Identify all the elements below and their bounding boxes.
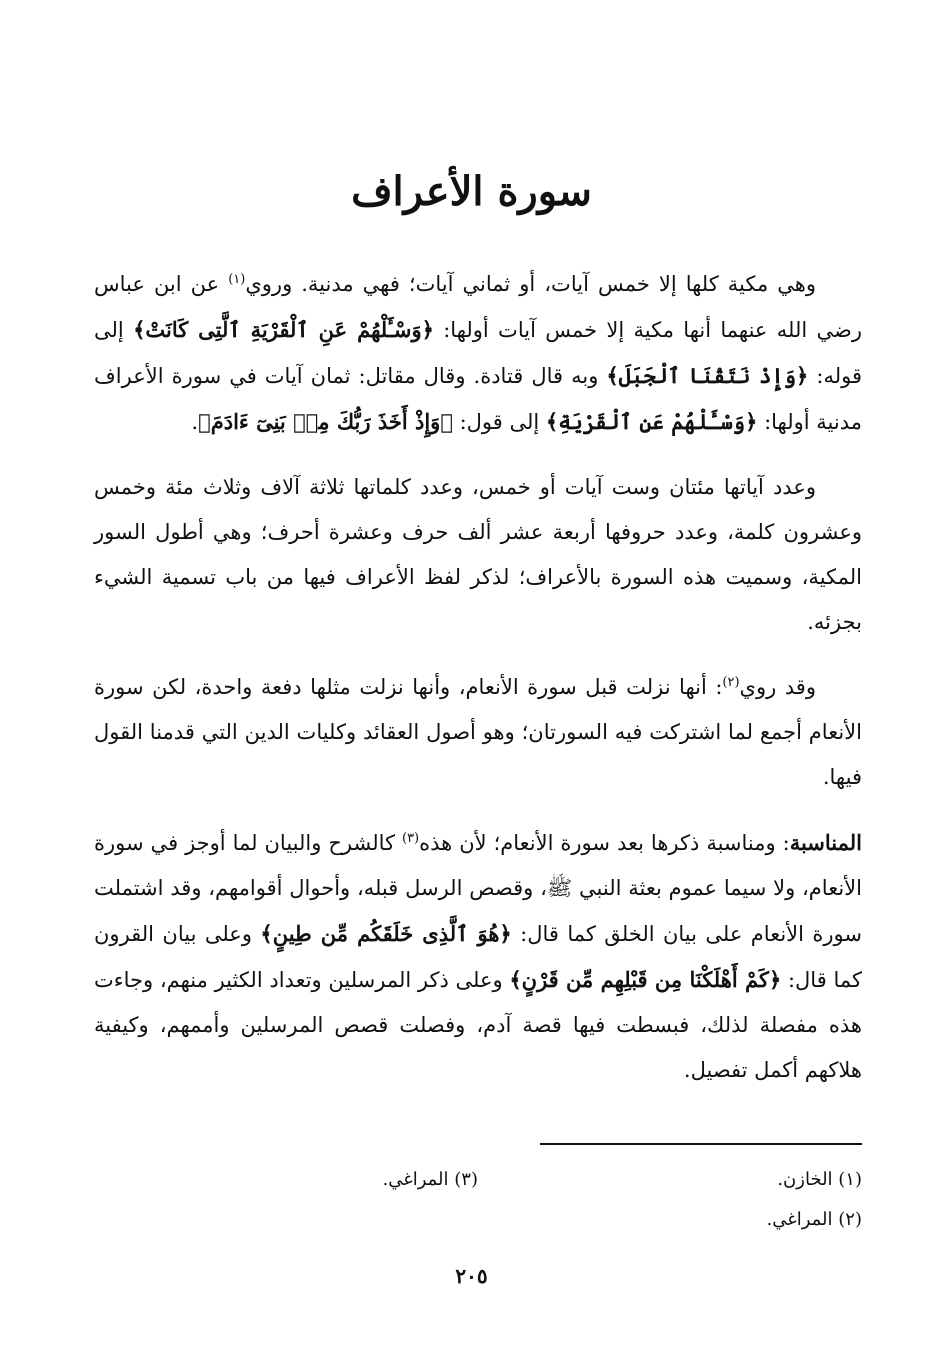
text-span: إلى قوله: [94, 318, 863, 388]
surah-title: سورة الأعراف [351, 168, 592, 215]
quran-quote: ﴿وَإِذْ نَتَقْنَا ٱلْجَبَلَ﴾ [606, 363, 809, 388]
footnote-ref-2: (٢) [722, 675, 740, 690]
quran-quote: ﴿وَسْـَٔلْهُمْ عَنِ ٱلْقَرْيَةِ﴾ [545, 409, 758, 434]
section-label: المناسبة [789, 830, 862, 855]
footnote-separator [540, 1143, 862, 1145]
quran-quote: ﴿كَمْ أَهْلَكْنَا مِن قَبْلِهِم مِّن قَرْنٍ﴾ [509, 967, 782, 992]
text-span: وقد روي [739, 675, 816, 699]
text-span: عن ابن عباس رضي الله عنهما أنها مكية إلا خمس آيات أولها: [94, 272, 862, 342]
footnote-2: (٢) المراغي. [766, 1209, 862, 1230]
text-span: وعلى ذكر المرسلين وتعداد الكثير منهم، وجاءت هذه مفصلة لذلك، فبسطت فيها قصة آدم، وفصلت قصص المرسلين وأممهم، وكيفية هلاكهم أكمل تفصيل. [94, 968, 862, 1082]
text-span: : ومناسبة ذكرها بعد سورة الأنعام؛ لأن هذه [419, 831, 790, 855]
paragraph-counts [94, 465, 862, 645]
quran-quote: ﴿وَسْـَٔلْهُمْ عَنِ ٱلْقَرْيَةِ ٱلَّتِى كَانَتْ﴾ [133, 317, 434, 342]
footnote-3: (٣) المراغي. [382, 1169, 478, 1190]
paragraph-revelation [94, 665, 862, 800]
footnote-1: (١) الخازن. [777, 1169, 862, 1190]
footnote-ref-3: (٣) [401, 831, 420, 846]
footnotes [94, 1160, 862, 1240]
main-text [94, 262, 862, 1113]
text-span: إلى قول: [452, 410, 546, 434]
text-span: وعدد آياتها مئتان وست آيات أو خمس، وعدد كلماتها ثلاثة آلاف وثلاث مئة وخمس وعشرون كلمة، وعدد حروفها أربعة عشر ألف حرف وعشرة أحرف؛ وهي أطول السور المكية، وسميت هذه السورة بالأعراف؛ لذكر لفظ الأعراف فيها من باب تسمية الشيء بجزئه. [94, 475, 862, 634]
quran-quote: ﴿هُوَ ٱلَّذِى خَلَقَكُم مِّن طِينٍ﴾ [260, 921, 512, 946]
text-span: وبه قال قتادة. وقال مقاتل: ثمان آيات في سورة الأعراف مدنية أولها: [94, 364, 862, 434]
quran-quote: ﴿وَإِذْ أَخَذَ رَبُّكَ مِنۢ بَنِىٓ ءَادَمَ﴾ [198, 409, 453, 434]
page-number: ٢٠٥ [455, 1264, 488, 1288]
paragraph-intro [94, 262, 862, 445]
text-span: وعلى بيان القرون كما قال: [94, 922, 862, 992]
footnote-ref-1: (١) [228, 272, 246, 287]
paragraph-relevance [94, 820, 862, 1093]
footnote-row [94, 1160, 862, 1200]
text-span: . [191, 410, 199, 434]
footnote-row [94, 1200, 862, 1240]
text-span: كالشرح والبيان لما أوجز في سورة الأنعام، ولا سيما عموم بعثة النبي ﷺ، وقصص الرسل قبله، وأحوال أقوامهم، وقد اشتملت سورة الأنعام على بيان الخلق كما قال: [94, 831, 862, 946]
text-span: : أنها نزلت قبل سورة الأنعام، وأنها نزلت مثلها دفعة واحدة، لكن سورة الأنعام أجمع لما اشتركت فيه السورتان؛ وهو أصول العقائد وكليات الدين التي قدمنا القول فيها. [94, 675, 862, 789]
text-span: وهي مكية كلها إلا خمس آيات، أو ثماني آيات؛ فهي مدنية. وروي [245, 272, 816, 296]
